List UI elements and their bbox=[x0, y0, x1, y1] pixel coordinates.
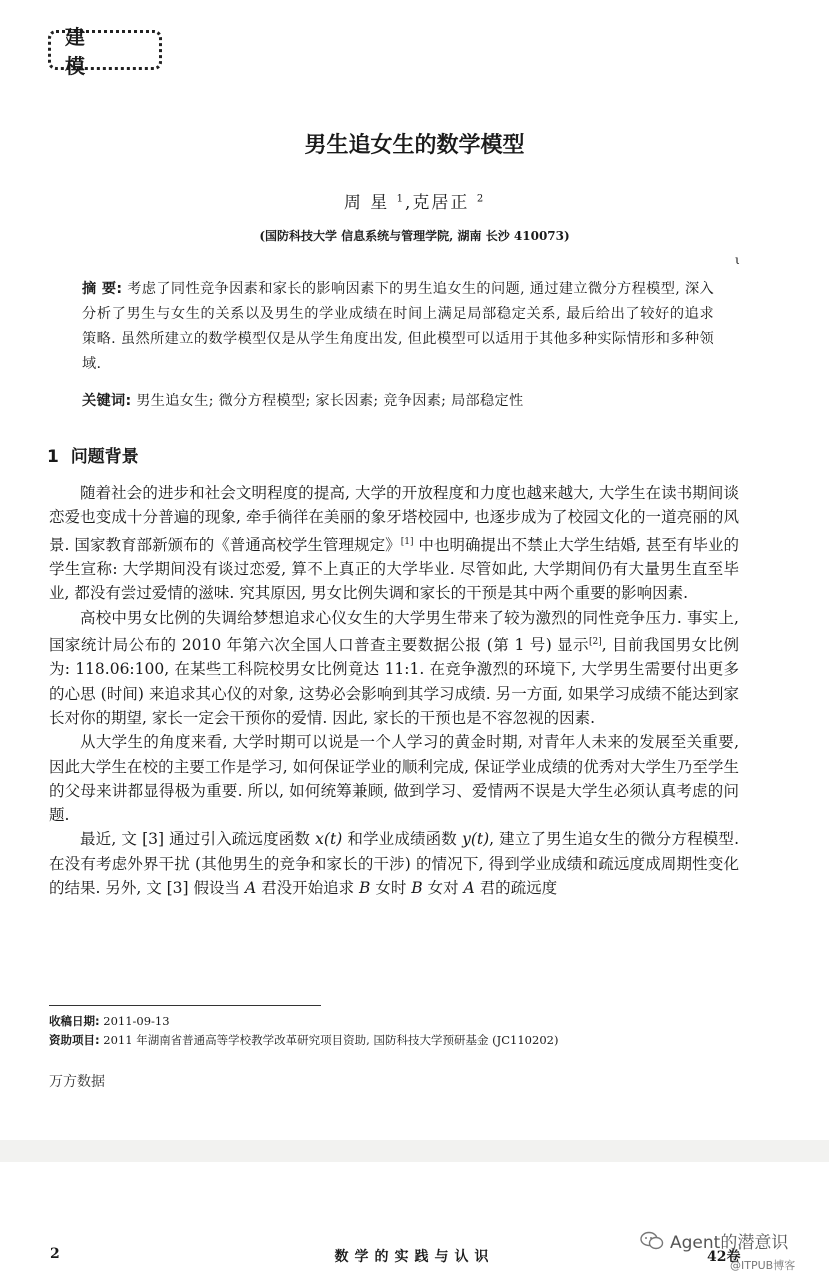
abstract bbox=[82, 277, 714, 377]
chat-bubble-icon bbox=[640, 1231, 664, 1251]
received-label: 收稿日期: bbox=[49, 1014, 100, 1028]
citation-2: [2] bbox=[588, 636, 602, 647]
paragraph-4-text-d: 君没开始追求 bbox=[256, 879, 360, 898]
paragraph-4-text-c: , 建立了男生追女生的微分方程模型. 在没有考虑外界干扰 (其他男生的竞争和家长的干涉) 的情况下, 得到学业成绩和疏远度成周期性变化的结果. 另外, 文 [3] 假设当 bbox=[49, 830, 740, 898]
abstract-label: 摘 要: bbox=[82, 281, 123, 297]
author-2-affil-mark: 2 bbox=[476, 193, 486, 205]
author-1-affil-mark: 1 bbox=[396, 193, 405, 205]
paragraph-4-text-e: 女时 bbox=[370, 879, 412, 898]
funding-note bbox=[49, 1032, 749, 1048]
footnote-rule bbox=[49, 1005, 321, 1006]
citation-1: [1] bbox=[400, 536, 414, 547]
journal-name: 数学的实践与认识 bbox=[334, 1249, 495, 1265]
page-number: 2 bbox=[50, 1246, 60, 1262]
author-1: 周 星 bbox=[343, 193, 390, 213]
received-date bbox=[49, 1013, 749, 1029]
watermark-text: Agent的潜意识 bbox=[670, 1233, 789, 1253]
paragraph-4-text-g: 君的疏远度 bbox=[474, 879, 558, 898]
var-a: A bbox=[244, 879, 257, 898]
var-y: y(t) bbox=[462, 830, 490, 849]
paragraph-4-text-f: 女对 bbox=[422, 879, 464, 898]
section-title: 问题背景 bbox=[70, 447, 139, 467]
var-b-2: B bbox=[411, 879, 423, 898]
paragraph-1-text-b: 中也明确提出不禁止大学生结婚, 甚至有毕业的学生宣称: 大学期间没有谈过恋爱, 算不上真正的大学毕业. 尽管如此, 大学期间仍有大量男生直至毕业, 都没有尝过爱情的滋味. 究其原因, 男女比例失调和家长的干预是其中两个重要的影响因素. bbox=[49, 535, 739, 603]
paragraph-2-text-a: 高校中男女比例的失调给梦想追求心仪女生的大学男生带来了较为激烈的同性竞争压力. 事实上, 国家统计局公布的 2010 年第六次全国人口普查主要数据公报 (第 1 号) 显示 bbox=[49, 608, 739, 655]
keywords-label: 关键词: bbox=[82, 393, 132, 409]
paragraph-3: 从大学生的角度来看, 大学时期可以说是一个人学习的黄金时期, 对青年人未来的发展至关重要, 因此大学生在校的主要工作是学习, 如何保证学业的顺利完成, 保证学业成绩的优秀对大学生乃至学生的父母来讲都显得极为重要. 所以, 如何统筹兼顾, 做到学习、爱情两不误是大学生必须认真考虑的问题. bbox=[49, 733, 739, 825]
body-text bbox=[49, 481, 739, 900]
paragraph-2-text-b: , 目前我国男女比例为: 118.06:100, 在某些工科院校男女比例竟达 11:1. 在竞争激烈的环境下, 大学男生需要付出更多的心思 (时间) 来追求其心仪的对象, 这势必会影响到其学习成绩. 另一方面, 如果学习成绩不能达到家长对你的期望, 家长一定会干预你的爱情. 因此, 家长的干预也是不容忽视的因素. bbox=[49, 636, 740, 727]
author-2: 克居正 bbox=[412, 193, 470, 213]
var-x: x(t) bbox=[315, 830, 343, 849]
section-tag: 建 模 bbox=[48, 30, 162, 70]
author-separator: , bbox=[405, 193, 413, 213]
paragraph-4 bbox=[49, 827, 739, 900]
paragraph-2 bbox=[49, 606, 739, 731]
section-number: 1 bbox=[47, 447, 59, 467]
paragraph-4-text-a: 最近, 文 [3] 通过引入疏远度函数 bbox=[80, 830, 316, 849]
paragraph-1 bbox=[49, 481, 739, 606]
funding-label: 资助项目: bbox=[49, 1033, 100, 1047]
author-line bbox=[0, 188, 829, 213]
keywords-text: 男生追女生; 微分方程模型; 家长因素; 竞争因素; 局部稳定性 bbox=[136, 393, 524, 409]
keywords bbox=[82, 390, 722, 410]
paragraph-1-text-a: 随着社会的进步和社会文明程度的提高, 大学的开放程度和力度也越来越大, 大学生在读书期间谈恋爱也变成十分普遍的现象, 牵手徜徉在美丽的象牙塔校园中, 也逐步成为了校园文化的一道亮丽的风景. 国家教育部新颁布的《普通高校学生管理规定》 bbox=[49, 484, 739, 554]
section-heading bbox=[47, 442, 139, 467]
funding-text: 2011 年湖南省普通高等学校教学改革研究项目资助, 国防科技大学预研基金 (JC110202) bbox=[103, 1033, 559, 1047]
volume-label: 42卷 bbox=[707, 1249, 741, 1265]
abstract-text: 考虑了同性竞争因素和家长的影响因素下的男生追女生的问题, 通过建立微分方程模型, 深入分析了男生与女生的关系以及男生的学业成绩在时间上满足局部稳定关系, 最后给出了较好的追求策略. 虽然所建立的数学模型仅是从学生角度出发, 但此模型可以适用于其他多种实际情形和多种领域. bbox=[82, 281, 714, 372]
received-value: 2011-09-13 bbox=[103, 1014, 170, 1028]
watermark-sub: @ITPUB博客 bbox=[730, 1259, 796, 1272]
affiliation: (国防科技大学 信息系统与管理学院, 湖南 长沙 410073) bbox=[259, 229, 570, 243]
watermark bbox=[640, 1228, 788, 1253]
stray-mark: ι bbox=[735, 253, 740, 267]
paper-title: 男生追女生的数学模型 bbox=[304, 132, 525, 158]
source-mark: 万方数据 bbox=[49, 1074, 105, 1090]
paragraph-4-text-b: 和学业成绩函数 bbox=[342, 830, 463, 849]
var-a-2: A bbox=[463, 879, 475, 898]
var-b: B bbox=[359, 879, 371, 898]
